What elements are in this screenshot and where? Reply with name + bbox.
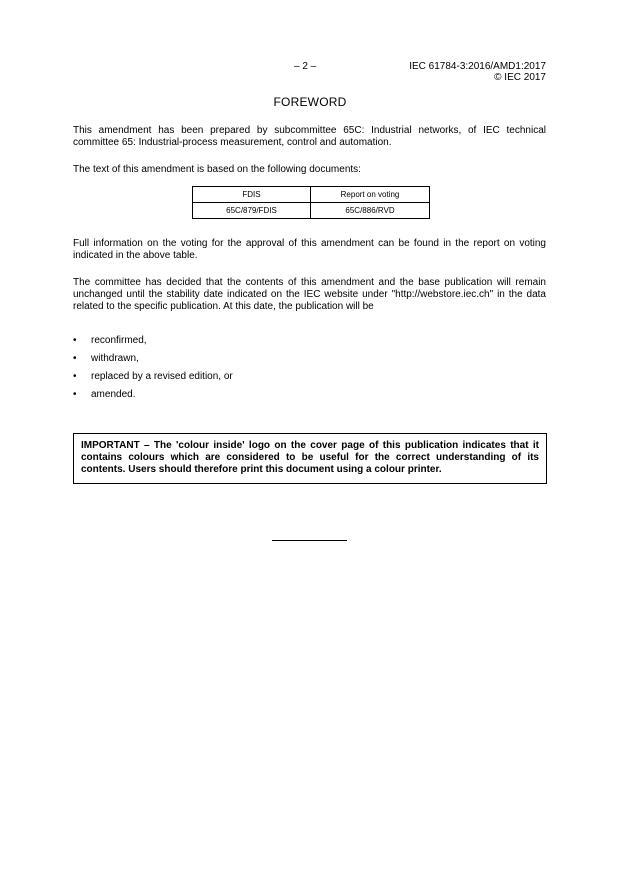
bullet-icon: •: [73, 371, 77, 382]
table-header-cell: FDIS: [193, 187, 311, 203]
paragraph-stability: The committee has decided that the contents of this amendment and the base publication will remain unchanged until the stability date indicated on the IEC website under "http://webstore.iec.ch" in the data related to the specific publication. At this date, the publication will be: [73, 277, 546, 313]
copyright-line: © IEC 2017: [494, 72, 546, 83]
list-item-text: reconfirmed,: [91, 335, 147, 346]
table-cell: 65C/886/RVD: [311, 203, 430, 219]
list-item: [73, 353, 233, 371]
important-notice-box: IMPORTANT – The 'colour inside' logo on the cover page of this publication indicates that it contains colours which are considered to be useful for the correct understanding of its contents. Users should therefore print this document using a colour printer.: [73, 433, 547, 484]
bullet-icon: •: [73, 335, 77, 346]
voting-table: [192, 186, 430, 219]
table-header-cell: Report on voting: [311, 187, 430, 203]
paragraph-voting-info: Full information on the voting for the approval of this amendment can be found in the report on voting indicated in the above table.: [73, 238, 546, 262]
list-item: [73, 371, 233, 389]
end-rule: [272, 540, 347, 541]
list-item: [73, 335, 233, 353]
outcome-list: [73, 335, 233, 407]
table-header-row: [193, 187, 430, 203]
document-id: IEC 61784-3:2016/AMD1:2017: [409, 61, 546, 72]
list-item-text: withdrawn,: [91, 353, 139, 364]
paragraph-subcommittee: This amendment has been prepared by subcommittee 65C: Industrial networks, of IEC technical committee 65: Industrial-process measurement, control and automation.: [73, 125, 546, 149]
page-number: – 2 –: [294, 61, 317, 72]
table-cell: 65C/879/FDIS: [193, 203, 311, 219]
paragraph-based-on: The text of this amendment is based on the following documents:: [73, 164, 361, 175]
page-title: FOREWORD: [273, 95, 347, 109]
list-item-text: replaced by a revised edition, or: [91, 371, 233, 382]
list-item-text: amended.: [91, 389, 136, 400]
list-item: [73, 389, 233, 407]
bullet-icon: •: [73, 353, 77, 364]
table-row: [193, 203, 430, 219]
bullet-icon: •: [73, 389, 77, 400]
